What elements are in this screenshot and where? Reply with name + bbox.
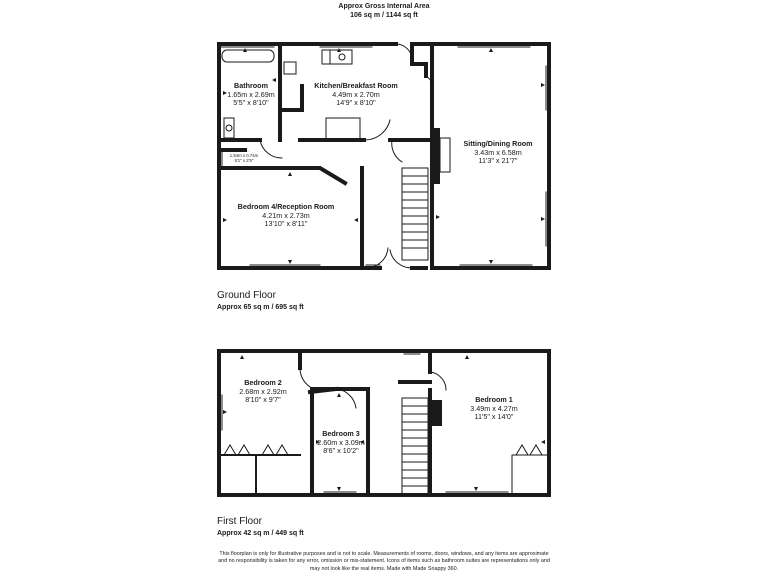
first-floor-area: Approx 42 sq m / 449 sq ft (217, 530, 304, 537)
ground-floor-area: Approx 65 sq m / 695 sq ft (217, 304, 304, 311)
room-imperial: 13'10" x 8'11" (264, 219, 308, 229)
room-name: Sitting/Dining Room (463, 139, 533, 148)
room-name: W.C. (239, 148, 249, 153)
room-metric: 1.54m x 0.74m (229, 153, 259, 158)
room-metric: 4.21m x 2.73m (262, 210, 310, 220)
room-bedroom4 (224, 203, 348, 229)
room-name: Bathroom (234, 81, 268, 90)
room-imperial: 8'6" x 10'2" (323, 446, 359, 456)
first-floor-title: First Floor (217, 516, 262, 527)
room-imperial: 14'9" x 8'10" (336, 98, 376, 108)
room-bedroom2 (228, 379, 298, 405)
room-imperial: 5'5" x 8'10" (233, 98, 269, 108)
room-imperial: 5'1" x 2'5" (234, 158, 254, 163)
room-metric: 3.43m x 6.58m (474, 147, 522, 157)
room-name: Bedroom 1 (475, 395, 513, 404)
room-imperial: 11'5" x 14'0" (474, 412, 514, 422)
room-bedroom3 (314, 430, 368, 456)
room-imperial: 11'3" x 21'7" (478, 156, 518, 166)
room-name: Bedroom 3 (322, 429, 360, 438)
room-kitchen (296, 82, 416, 108)
room-metric: 2.68m x 2.92m (239, 386, 287, 396)
room-metric: 2.60m x 3.09m (317, 437, 365, 447)
room-bathroom (223, 82, 279, 108)
room-wc (222, 148, 266, 163)
header-total-area: 106 sq m / 1144 sq ft (350, 12, 418, 19)
disclaimer-line: and no responsibility is taken for any error, omission or mis-statement. Icons of items such as bathroom suites are representations only and (218, 558, 550, 565)
room-metric: 4.49m x 2.70m (332, 89, 380, 99)
room-name: Kitchen/Breakfast Room (314, 81, 398, 90)
header-title: Approx Gross Internal Area (338, 3, 430, 10)
ground-floor-title: Ground Floor (217, 290, 276, 301)
room-metric: 3.49m x 4.27m (470, 403, 518, 413)
disclaimer-line: may not look like the real items. Made with Made Snappy 360. (309, 565, 459, 572)
disclaimer (180, 551, 588, 573)
room-bedroom1 (454, 396, 534, 422)
disclaimer-line: This floorplan is only for illustrative purposes and is not to scale. Measurements of rooms, doors, windows, and any items are approximate (219, 551, 549, 557)
first-floor-plan (219, 351, 549, 495)
room-sitting-dining (446, 140, 550, 166)
room-name: Bedroom 2 (244, 378, 282, 387)
room-imperial: 8'10" x 9'7" (245, 395, 281, 405)
room-metric: 1.65m x 2.69m (227, 89, 275, 99)
room-name: Bedroom 4/Reception Room (237, 202, 335, 211)
